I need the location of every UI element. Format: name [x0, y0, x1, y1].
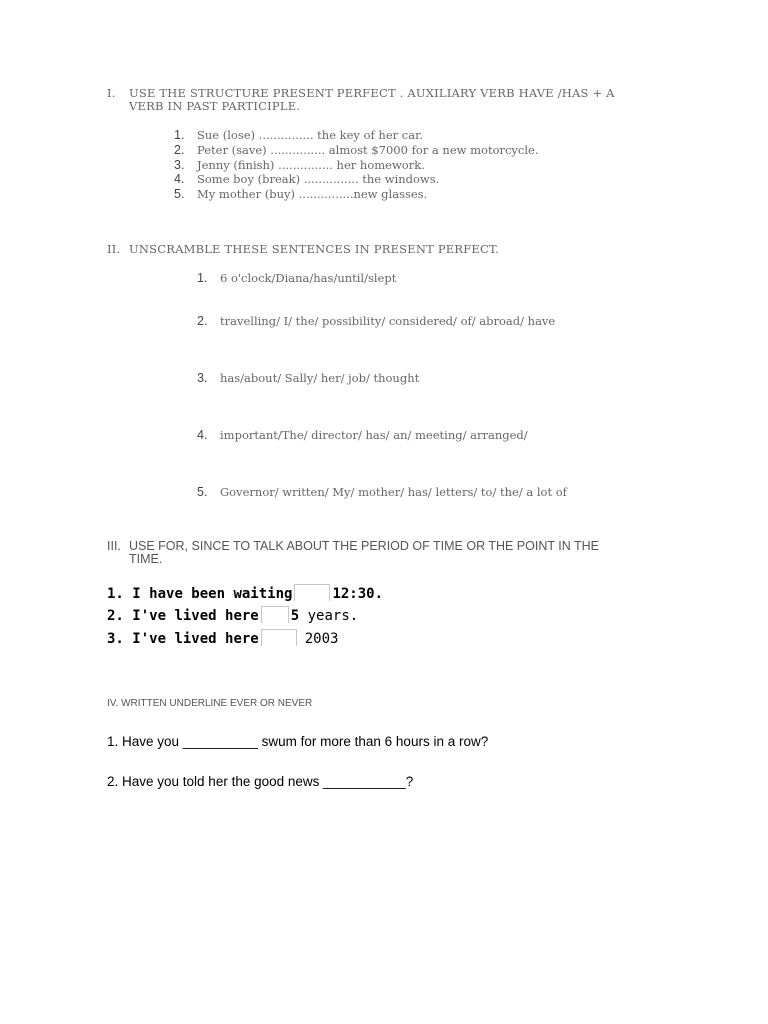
- section-3-heading-line2: TIME.: [129, 552, 163, 566]
- section-1-heading-line1: USE THE STRUCTURE PRESENT PERFECT . AUXILIARY VERB HAVE /HAS + A: [129, 86, 615, 100]
- section-1-numeral: I.: [107, 86, 116, 100]
- question-2: 2. Have you told her the good news ___________?: [107, 774, 414, 789]
- scrambled-sentence: has/about/ Sally/ her/ job/ thought: [220, 371, 420, 385]
- answer-blank[interactable]: [294, 584, 330, 601]
- item-number: 3.: [197, 371, 208, 385]
- sentence-end: 2003: [304, 631, 339, 647]
- exercise-item: Sue (lose) ............... the key of her car.: [197, 128, 423, 142]
- sentence-start: I've lived here: [132, 608, 259, 624]
- fill-in-sentence: [107, 584, 383, 602]
- scrambled-sentence: 6 o'clock/Diana/has/until/slept: [220, 271, 397, 285]
- item-number: 3.: [107, 631, 124, 647]
- item-number: 1.: [197, 271, 208, 285]
- item-number: 3.: [174, 158, 185, 172]
- exercise-item: My mother (buy) ...............new glasses.: [197, 187, 428, 201]
- item-number: 4.: [197, 428, 208, 442]
- exercise-item: Peter (save) ............... almost $7000 for a new motorcycle.: [197, 143, 539, 157]
- sentence-start: I've lived here: [132, 631, 259, 647]
- section-2-numeral: II.: [107, 242, 121, 256]
- item-number: 2.: [197, 314, 208, 328]
- question-1: 1. Have you __________ swum for more than 6 hours in a row?: [107, 734, 489, 749]
- item-number: 5.: [174, 187, 185, 201]
- section-3-heading-line1: USE FOR, SINCE TO TALK ABOUT THE PERIOD OF TIME OR THE POINT IN THE: [129, 539, 600, 553]
- answer-blank[interactable]: [261, 606, 289, 623]
- item-number: 2.: [107, 608, 124, 624]
- section-2-heading-text: UNSCRAMBLE THESE SENTENCES IN PRESENT PERFECT.: [129, 242, 500, 256]
- exercise-item: Some boy (break) ............... the windows.: [197, 172, 440, 186]
- exercise-item: Jenny (finish) ............... her homework.: [197, 158, 425, 172]
- sentence-end: 12:30: [332, 586, 375, 602]
- fill-in-sentence: [107, 629, 338, 647]
- item-number: 5.: [197, 485, 208, 499]
- sentence-punctuation: years.: [307, 608, 359, 624]
- item-number: 2.: [174, 143, 185, 157]
- item-number: 4.: [174, 172, 185, 186]
- sentence-start: I have been waiting: [132, 586, 293, 602]
- answer-blank[interactable]: [261, 629, 297, 646]
- sentence-end: 5: [290, 608, 300, 624]
- fill-in-sentence: [107, 606, 358, 624]
- sentence-punctuation: .: [374, 586, 384, 602]
- section-4-heading: IV. WRITTEN UNDERLINE EVER OR NEVER: [107, 698, 313, 709]
- scrambled-sentence: important/The/ director/ has/ an/ meeting/ arranged/: [220, 428, 528, 442]
- item-number: 1.: [107, 586, 124, 602]
- scrambled-sentence: Governor/ written/ My/ mother/ has/ letters/ to/ the/ a lot of: [220, 485, 567, 499]
- section-3-numeral: III.: [107, 539, 121, 553]
- section-1-heading-line2: VERB IN PAST PARTICIPLE.: [129, 99, 301, 113]
- scrambled-sentence: travelling/ I/ the/ possibility/ considered/ of/ abroad/ have: [220, 314, 556, 328]
- item-number: 1.: [174, 128, 185, 142]
